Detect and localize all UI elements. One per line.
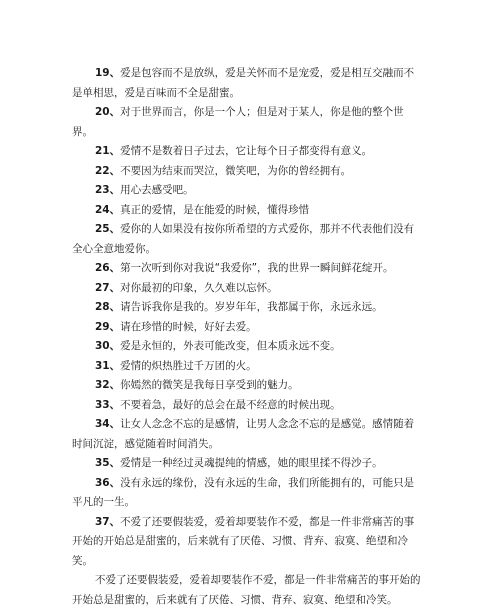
list-item	[72, 162, 424, 182]
item-text: 爱是包容而不是放纵，爱是关怀而不是宠爱，爱是相互交融而不是单相思，爱是百味而不全是甜蜜。	[72, 67, 415, 99]
item-number: 33、	[95, 398, 121, 411]
item-number: 20、	[95, 106, 121, 118]
list-item	[72, 103, 424, 142]
item-text: 让女人念念不忘的是感情，让男人念念不忘的是感觉。感情随着时间沉淀，感觉随着时间消失。	[72, 418, 415, 450]
list-item	[72, 259, 424, 279]
list-item	[72, 220, 424, 259]
list-item	[72, 454, 424, 474]
item-text: 第一次听到你对我说“我爱你”，我的世界一瞬间鲜花绽开。	[120, 262, 394, 274]
item-number: 21、	[95, 145, 121, 157]
item-number: 23、	[95, 184, 121, 196]
item-number: 37、	[95, 515, 121, 528]
list-item	[72, 376, 424, 396]
list-item	[72, 298, 424, 318]
item-text: 真正的爱情，是在能爱的时候，懂得珍惜	[120, 203, 310, 216]
item-text: 爱情不是数着日子过去，它让每个日子都变得有意义。	[120, 145, 373, 157]
item-text: 爱情的炽热胜过千万团的火。	[120, 359, 257, 372]
item-number: 34、	[95, 418, 121, 430]
item-text: 爱你的人如果没有按你所希望的方式爱你，那并不代表他们没有全心全意地爱你。	[72, 223, 415, 255]
item-text: 你嫣然的微笑是我每日享受到的魅力。	[120, 379, 299, 391]
list-item	[72, 201, 424, 221]
list-item	[72, 415, 424, 454]
document-body	[72, 64, 424, 610]
item-number: 22、	[95, 164, 121, 177]
list-item	[72, 513, 424, 572]
item-text: 不要因为结束而哭泣，微笑吧，为你的曾经拥有。	[120, 164, 352, 177]
item-number: 27、	[95, 281, 121, 294]
item-text: 对于世界而言，你是一个人；但是对于某人，你是他的整个世界。	[72, 106, 404, 138]
item-text: 请告诉我你是我的。岁岁年年，我都属于你，永远永远。	[120, 301, 383, 313]
list-item	[72, 357, 424, 377]
item-number: 29、	[95, 320, 121, 333]
item-number: 28、	[95, 301, 121, 313]
item-text: 不要着急，最好的总会在最不经意的时候出现。	[120, 398, 341, 411]
item-number: 31、	[95, 359, 121, 372]
item-number: 25、	[95, 223, 121, 235]
item-number: 36、	[95, 476, 121, 489]
item-text: 请在珍惜的时候，好好去爱。	[120, 320, 257, 333]
list-item	[72, 142, 424, 162]
item-text: 爱情是一种经过灵魂提纯的情感，她的眼里揉不得沙子。	[120, 457, 383, 469]
item-text: 对你最初的印象，久久难以忘怀。	[120, 281, 278, 294]
list-item	[72, 396, 424, 416]
item-text: 没有永远的缘份，没有永远的生命，我们所能拥有的，可能只是平凡的一生。	[72, 476, 415, 508]
list-item	[72, 337, 424, 357]
list-item	[72, 279, 424, 299]
item-text: 用心去感受吧。	[120, 184, 194, 196]
item-number: 32、	[95, 379, 121, 391]
list-item	[72, 181, 424, 201]
item-number: 35、	[95, 457, 121, 469]
list-item	[72, 64, 424, 103]
item-text: 爱是永恒的，外表可能改变，但本质永远不变。	[120, 340, 341, 352]
list-item	[72, 474, 424, 513]
item-text: 不爱了还要假装爱，爱着却要装作不爱，都是一件非常痛苦的事开始的开始总是甜蜜的，后来就有了厌倦、习惯、背弃、寂寞、绝望和冷笑。	[72, 515, 415, 567]
closing-paragraph: 不爱了还要假装爱，爱着却要装作不爱，都是一件非常痛苦的事开始的开始总是甜蜜的，后来就有了厌倦、习惯、背弃、寂寞、绝望和冷笑。	[72, 574, 421, 606]
item-number: 19、	[95, 67, 121, 79]
item-number: 24、	[95, 203, 121, 216]
item-number: 26、	[95, 262, 121, 274]
list-item	[72, 318, 424, 338]
item-number: 30、	[95, 340, 121, 352]
